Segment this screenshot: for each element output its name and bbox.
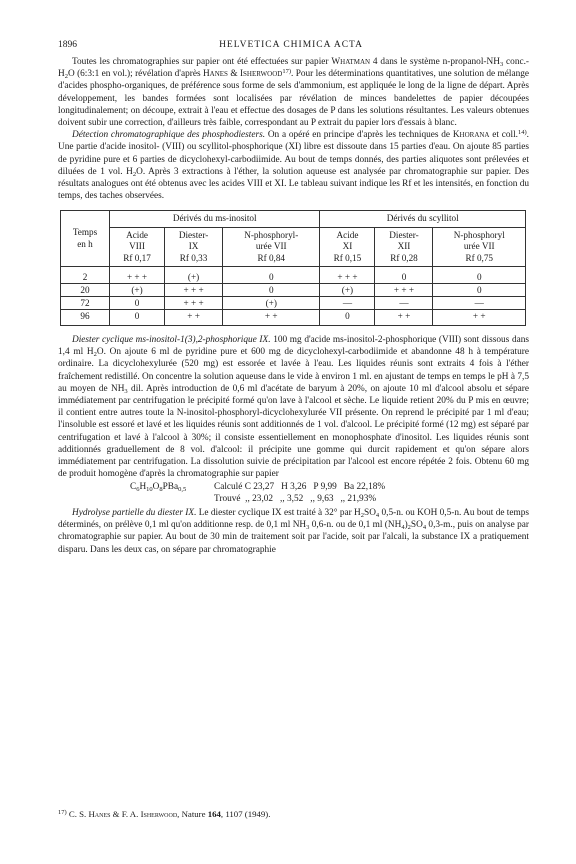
intensity-cell: 0 (375, 267, 433, 284)
table-row (61, 284, 526, 297)
intensity-cell: + + + (165, 297, 223, 310)
column-header: N-phosphoryl- urée VII Rf 0,84 (223, 227, 320, 266)
calculated-values: Calculé C 23,27 H 3,26 P 9,99 Ba 22,18% (214, 481, 386, 492)
intensity-cell: (+) (165, 267, 223, 284)
found-values: Trouvé ,, 23,02 ,, 3,52 ,, 9,63 ,, 21,93% (214, 493, 377, 504)
column-header: Diester- IX Rf 0,33 (165, 227, 223, 266)
column-header: Acide XI Rf 0,15 (320, 227, 375, 266)
paragraph-hydrolysis: Hydrolyse partielle du diester IX. Le diester cyclique IX est traité à 32° par $H_2SO_4$ 0,5-n. ou KOH 0,5-n. Au bout de temps déterminés, on prélève 0,1 ml qu'on additionne resp. de 0,1 ml $NH_3$ 0,6-n. ou de 0,1 ml $(NH_4)_2SO_4$ 0,3-m., puis on analyse par chromatographie sur papier. Au bout de 30 min de traitement soit par l'acide, soit par l'alcali, la substance IX a pratiquement disparu. Dans les deux cas, on sépare par chromatographie (58, 507, 530, 555)
intensity-cell: + + + (375, 284, 433, 297)
column-header: Acide VIII Rf 0,17 (110, 227, 165, 266)
intensity-cell: 0 (223, 267, 320, 284)
intensity-cell: (+) (223, 297, 320, 310)
intensity-cell: 0 (110, 310, 165, 326)
intensity-cell: 0 (433, 267, 526, 284)
table-row (61, 267, 526, 284)
column-header: N-phosphoryl urée VII Rf 0,75 (433, 227, 526, 266)
group-header-scyllitol: Dérivés du scyllitol (320, 211, 526, 227)
elemental-analysis (130, 481, 529, 505)
table-row (61, 310, 526, 326)
intensity-cell: + + (375, 310, 433, 326)
section-title-diester: Diester cyclique ms-inositol-1(3),2-phosphorique IX. (72, 335, 271, 346)
intensity-cell: 0 (223, 284, 320, 297)
intensity-cell: + + (165, 310, 223, 326)
time-header: Temps en h (61, 211, 110, 267)
journal-title: HELVETICA CHIMICA ACTA (219, 40, 363, 50)
page-number: 1896 (58, 40, 77, 50)
intensity-cell: + + + (110, 267, 165, 284)
intensity-cell: — (375, 297, 433, 310)
section-title-detection: Détection chromatographique des phosphodiesters. (72, 130, 266, 141)
column-header: Diester- XII Rf 0,28 (375, 227, 433, 266)
page-content (58, 40, 529, 556)
intensity-cell: (+) (110, 284, 165, 297)
running-header (58, 40, 529, 56)
time-cell: 72 (61, 297, 110, 310)
table-row (61, 297, 526, 310)
time-cell: 96 (61, 310, 110, 326)
time-cell: 20 (61, 284, 110, 297)
intensity-cell: 0 (433, 284, 526, 297)
time-cell: 2 (61, 267, 110, 284)
section-title-hydrolysis: Hydrolyse partielle du diester IX. (72, 507, 197, 518)
paragraph-chromatography: Toutes les chromatographies sur papier ont été effectuées sur papier Whatman 4 dans le système $n-propanol-NH_3$ $conc.-H_2O$ (6:3:1 en vol.); révélation d'après Hanes & Isherwood$^{17)}$. Pour les déterminations quantitatives, une solution de mélange d'acides phospho-organiques, de préférence sous forme de sels d'ammonium, est appliquée le long de la ligne de départ. Après développement, les bandes formées sont localisées par révélation de minces bandelettes de papier découpées longitudinalement; on découpe, extrait à l'eau et effectue des dosages de P dans les solutions résultantes. Les valeurs obtenues doivent subir une correction, d'ailleurs très faible, correspondant au P extrait du papier lors d'essais à blanc. (58, 57, 530, 129)
intensity-cell: — (433, 297, 526, 310)
intensity-cell: + + (223, 310, 320, 326)
paragraph-diester-prep: Diester cyclique ms-inositol-1(3),2-phosphorique IX. 100 mg d'acide ms-inositol-2-phosphorique (VIII) sont dissous dans 1,4 ml $H_2O$. On ajoute 6 ml de pyridine pure et 600 mg de dicyclohexyl-carbodiimide et abandonne 48 h à température ordinaire. La dicyclohexylurée (520 mg) est essorée et lavée à l'eau. Les liquides réunis sont extraits 4 fois à l'éther fraîchement redistillé. On concentre la solution aqueuse dans le vide à environ 1 ml. en ajustant de temps en temps le pH à 7,5 au moyen de $NH_3$ dil. Après introduction de 0,6 ml d'acétate de baryum à 20%, on ajoute 10 ml d'alcool absolu et sépare immédiatement par centrifugation le précipité formé qu'on lave à l'alcool et sèche. Le liquide retient 20% du P mis en œuvre; il contient entre autres toute la N-inositol-phosphoryl-dicyclohexylurée VII présente. On reprend le précipité par 1 ml d'eau; l'insoluble est essoré et lavé et les liquides réunis sont additionnés de 1 vol. d'alcool. Le précipité formé (12 mg) est séparé par centrifugation et lavé à l'alcool à 30%; il consiste essentiellement en monophosphate d'inositol. Les liquides réunis sont additionnés graduellement de 8 vol. d'alcool: il précipite une gomme qui durcit rapidement et qu'on sépare alors immédiatement par centrifugation. La dissolution suivie de précipitation par l'alcool est encore répétée 2 fois. Obtenu 60 mg de produit homogène d'après la chromatographie sur papier (58, 335, 529, 480)
footnote: $^{17)}$ C. S. Hanes & F. A. Isherwood, Nature 164, 1107 (1949). (58, 809, 271, 819)
intensity-cell: 0 (320, 310, 375, 326)
intensity-cell: — (320, 297, 375, 310)
intensity-cell: + + + (165, 284, 223, 297)
rf-table (60, 210, 526, 326)
intensity-cell: + + (433, 310, 526, 326)
paragraph-detection: Détection chromatographique des phosphodiesters. On a opéré en principe d'après les techniques de Khorana et coll.$^{14)}$. Une partie d'acide inositol- (VIII) ou scyllitol-phosphorique (XI) libre est dissoute dans 15 parties d'eau. On ajoute 85 parties de pyridine pure et 6 parties de dicyclohexyl-carbodiimide. Au bout de temps donnés, des parties aliquotes sont prélevées et diluées de 1 vol. $H_2O$. Après 3 extractions à l'éther, la solution aqueuse est analysée par chromatographie sur papier. Des résultats analogues ont été obtenus avec les acides VIII et XI. Le tableau suivant indique les Rf et les intensités, en fonction du temps, des taches observées. (58, 129, 529, 202)
intensity-cell: 0 (110, 297, 165, 310)
molecular-formula: $C_6H_{10}O_8PBa_{0,5}$ (130, 481, 187, 493)
group-header-inositol: Dérivés du ms-inositol (110, 211, 320, 227)
intensity-cell: + + + (320, 267, 375, 284)
intensity-cell: (+) (320, 284, 375, 297)
